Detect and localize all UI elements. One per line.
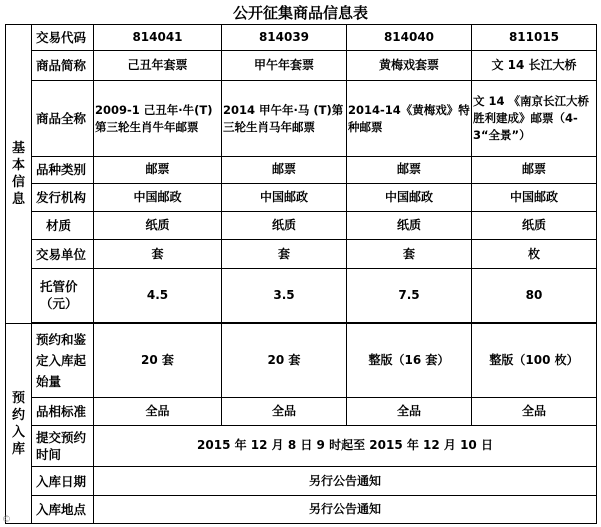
cell-date: 另行公告通知	[94, 467, 597, 495]
cell-minqty: 整版（100 枚）	[472, 324, 597, 398]
cell-code: 811015	[472, 25, 597, 51]
cell-issuer: 中国邮政	[347, 183, 472, 211]
cell-issuer: 中国邮政	[472, 183, 597, 211]
row-label-issuer: 发行机构	[32, 183, 94, 211]
cell-submit-time: 2015 年 12 月 8 日 9 时起至 2015 年 12 月 10 日	[94, 425, 597, 467]
cell-material: 纸质	[472, 212, 597, 240]
cell-full: 文 14 《南京长江大桥胜利建成》邮票（4-3“全景”）	[472, 81, 597, 156]
table-row	[6, 183, 597, 211]
row-label-category: 品种类别	[32, 156, 94, 183]
cell-issuer: 中国邮政	[222, 183, 347, 211]
cell-issuer: 中国邮政	[94, 183, 222, 211]
table-row	[6, 467, 597, 495]
table-row	[6, 81, 597, 156]
cell-material: 纸质	[94, 212, 222, 240]
row-label-short: 商品简称	[32, 51, 94, 81]
table-row	[6, 25, 597, 51]
cell-grade: 全品	[472, 398, 597, 425]
cell-grade: 全品	[347, 398, 472, 425]
cell-price: 4.5	[94, 268, 222, 322]
section-char: 预	[11, 390, 25, 406]
row-label-price: 托管价（元）	[32, 268, 94, 322]
cell-full: 2014 甲午年·马 (T)第三轮生肖马年邮票	[222, 81, 347, 156]
cell-price: 80	[472, 268, 597, 322]
table-row	[6, 268, 597, 322]
cell-category: 邮票	[347, 156, 472, 183]
cell-category: 邮票	[94, 156, 222, 183]
row-label-code: 交易代码	[32, 25, 94, 51]
table-row	[6, 156, 597, 183]
row-label-place: 入库地点	[32, 495, 94, 523]
table-row	[6, 240, 597, 268]
row-label-minqty: 预约和鉴定入库起始量	[32, 324, 94, 398]
cell-code: 814040	[347, 25, 472, 51]
cell-unit: 枚	[472, 240, 597, 268]
row-label-grade: 品相标准	[32, 398, 94, 425]
cell-category: 邮票	[222, 156, 347, 183]
section-char: 约	[11, 407, 25, 423]
section-char: 息	[11, 192, 25, 208]
section-char: 信	[11, 175, 25, 191]
cell-unit: 套	[222, 240, 347, 268]
watermark: ©	[2, 515, 11, 525]
cell-unit: 套	[94, 240, 222, 268]
cell-place: 另行公告通知	[94, 495, 597, 523]
cell-grade: 全品	[94, 398, 222, 425]
cell-material: 纸质	[222, 212, 347, 240]
row-label-unit: 交易单位	[32, 240, 94, 268]
page-title: 公开征集商品信息表	[232, 4, 368, 22]
row-label-date: 入库日期	[32, 467, 94, 495]
cell-short: 黄梅戏套票	[347, 51, 472, 81]
cell-price: 7.5	[347, 268, 472, 322]
section-char: 本	[11, 158, 25, 174]
section-char: 入	[11, 424, 25, 440]
cell-minqty: 20 套	[222, 324, 347, 398]
table-row	[6, 425, 597, 467]
section-char: 基	[11, 141, 25, 157]
row-label-material: 材质	[32, 212, 94, 240]
table-row	[6, 212, 597, 240]
row-label-submit: 提交预约时间	[32, 425, 94, 467]
cell-material: 纸质	[347, 212, 472, 240]
info-table	[5, 24, 597, 524]
cell-short: 己丑年套票	[94, 51, 222, 81]
cell-minqty: 20 套	[94, 324, 222, 398]
table-row	[6, 495, 597, 523]
cell-price: 3.5	[222, 268, 347, 322]
section-char: 库	[11, 441, 25, 457]
cell-short: 文 14 长江大桥	[472, 51, 597, 81]
cell-minqty: 整版（16 套）	[347, 324, 472, 398]
table-row	[6, 51, 597, 81]
cell-code: 814041	[94, 25, 222, 51]
cell-full: 2009-1 己丑年·牛(T)第三轮生肖牛年邮票	[94, 81, 222, 156]
row-label-full: 商品全称	[32, 81, 94, 156]
cell-grade: 全品	[222, 398, 347, 425]
section-basic	[6, 25, 32, 324]
table-row	[6, 324, 597, 398]
cell-full: 2014-14《黄梅戏》特种邮票	[347, 81, 472, 156]
cell-short: 甲午年套票	[222, 51, 347, 81]
table-row	[6, 398, 597, 425]
cell-code: 814039	[222, 25, 347, 51]
cell-unit: 套	[347, 240, 472, 268]
section-reserve	[6, 324, 32, 524]
cell-category: 邮票	[472, 156, 597, 183]
